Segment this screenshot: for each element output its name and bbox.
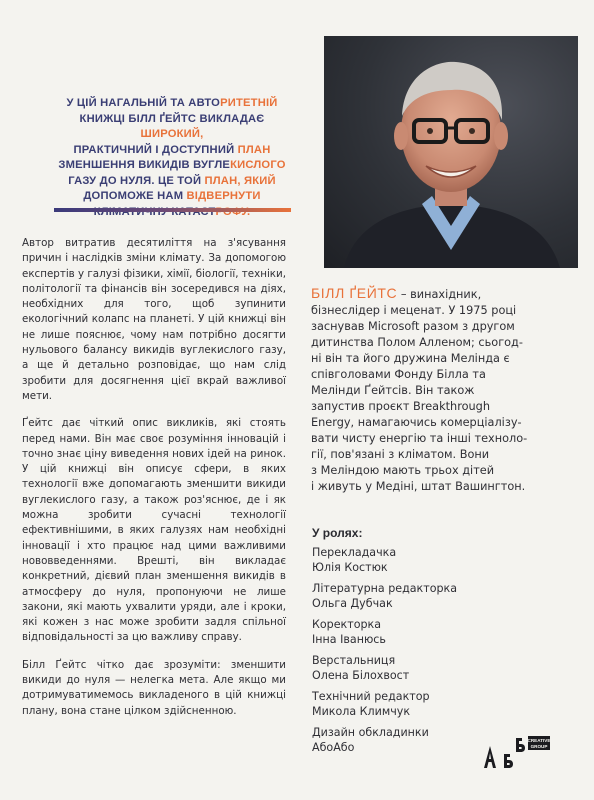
bio-line: гії, пов'язані з кліматом. Вони bbox=[311, 448, 490, 461]
credits-heading: У ролях: bbox=[312, 526, 363, 540]
bio-line: співголовами Фонду Білла та bbox=[311, 368, 486, 381]
bio-line: Energy, намагаючись комерціалізу- bbox=[311, 416, 522, 429]
bio-line: і живуть у Медіні, штат Вашингтон. bbox=[311, 480, 526, 493]
credit-entry bbox=[312, 582, 512, 611]
pull-quote-line: ЗМЕНШЕННЯ ВИКИДІВ ВУГЛЕКИСЛОГО bbox=[58, 159, 286, 171]
credit-role: Технічний редактор bbox=[312, 690, 430, 703]
pull-quote-line: ДОПОМОЖЕ НАМ ВІДВЕРНУТИ bbox=[83, 190, 261, 202]
credit-role: Коректорка bbox=[312, 618, 382, 631]
credit-role: Перекладачка bbox=[312, 546, 397, 559]
bio-line: з Меліндою мають трьох дітей bbox=[311, 464, 495, 477]
pull-quote-line: КНИЖЦІ БІЛЛ ҐЕЙТС ВИКЛАДАЄ ШИРОКИЙ, bbox=[79, 112, 265, 140]
bio-line: Мелінди Ґейтсів. Він також bbox=[311, 384, 475, 397]
bio-line: БІЛЛ ҐЕЙТС – винахідник, bbox=[311, 285, 482, 301]
bio-line: вати чисту енергію та інші техноло- bbox=[311, 432, 528, 445]
description-paragraph: Автор витратив десятиліття на з'ясування причин і наслідків зміни клімату. За допомогою експертів у галузі фізики, хімії, біології, техніки, політології та фінансів він зосередився на діях, необхідних для того, щоб зупинити екологічний колапс на планеті. У цій книжці він не лише пояснює, чому нам потрібно досягти нульового балансу викидів вуглекислого газу, а ще й детально розповідає, що нам слід зробити для досягнення цієї вкрай важливої мети. bbox=[22, 237, 286, 402]
bio-line: бізнеслідер і меценат. У 1975 році bbox=[311, 304, 517, 317]
book-description bbox=[22, 236, 286, 731]
pull-quote-line: У ЦІЙ НАГАЛЬНІЙ ТА АВТОРИТЕТНІЙ bbox=[66, 97, 278, 109]
bio-line: запустив проєкт Breakthrough bbox=[311, 400, 490, 413]
credit-entry bbox=[312, 654, 512, 683]
pull-quote bbox=[52, 96, 292, 220]
credit-entry bbox=[312, 546, 512, 575]
gradient-divider bbox=[54, 208, 291, 212]
author-photo bbox=[324, 36, 578, 268]
logo-text-creative: CREATIVE bbox=[527, 738, 551, 743]
author-name: БІЛЛ ҐЕЙТС bbox=[311, 285, 398, 301]
credit-person: Олена Білохвост bbox=[312, 668, 410, 682]
bio-line: дитинства Полом Алленом; сьогод- bbox=[311, 336, 523, 349]
credit-role: Верстальниця bbox=[312, 654, 396, 667]
credit-person: Інна Іванюсь bbox=[312, 632, 386, 646]
pull-quote-line: ПРАКТИЧНИЙ І ДОСТУПНИЙ ПЛАН bbox=[73, 143, 271, 156]
credit-person: АбоАбо bbox=[312, 740, 355, 754]
pull-quote-line bbox=[52, 205, 292, 221]
credit-role: Дизайн обкладинки bbox=[312, 726, 429, 739]
credit-person: Юлія Костюк bbox=[312, 560, 388, 574]
logo-text-group: GROUP bbox=[530, 744, 548, 749]
description-paragraph: Білл Ґейтс чітко дає зрозуміти: зменшити викиди до нуля — нелегка мета. Але якщо ми дотримуватимемось викладеного в цій книжці плану, вона стане цілком здійсненною. bbox=[22, 658, 286, 717]
publisher-logo bbox=[476, 724, 556, 784]
credit-entry bbox=[312, 690, 512, 719]
author-bio bbox=[311, 285, 583, 495]
description-paragraph: Ґейтс дає чіткий опис викликів, які стоять перед нами. Він має своє розуміння інновацій і точно знає ціну виведення нових ідей на ринок. У цій книжці він описує сфери, в яких технології вже допомагають зменшити викиди вуглекислого газу, а також роз'яснює, де і як можна зробити сучасні технології ефективнішими, в яких галузях нам необхідні інновації і хто працює над цими важливими нововведеннями. Врешті, він викладає конкретний, дієвий план зменшення викидів в атмосферу до нуля, пропонуючи не лише закони, які мають ухвалити уряди, але і кроки, які кожен з нас може зробити задля спільної відповідальності за цю важливу справу. bbox=[22, 417, 286, 644]
credit-role: Літературна редакторка bbox=[312, 582, 458, 595]
bio-line: ні він та його дружина Мелінда є bbox=[311, 352, 510, 365]
credit-entry bbox=[312, 618, 512, 647]
credit-person: Ольга Дубчак bbox=[312, 596, 393, 610]
credit-person: Микола Климчук bbox=[312, 704, 411, 718]
pull-quote-line: ГАЗУ ДО НУЛЯ. ЦЕ ТОЙ ПЛАН, ЯКИЙ bbox=[68, 174, 276, 187]
bio-line: заснував Microsoft разом з другом bbox=[311, 320, 515, 333]
